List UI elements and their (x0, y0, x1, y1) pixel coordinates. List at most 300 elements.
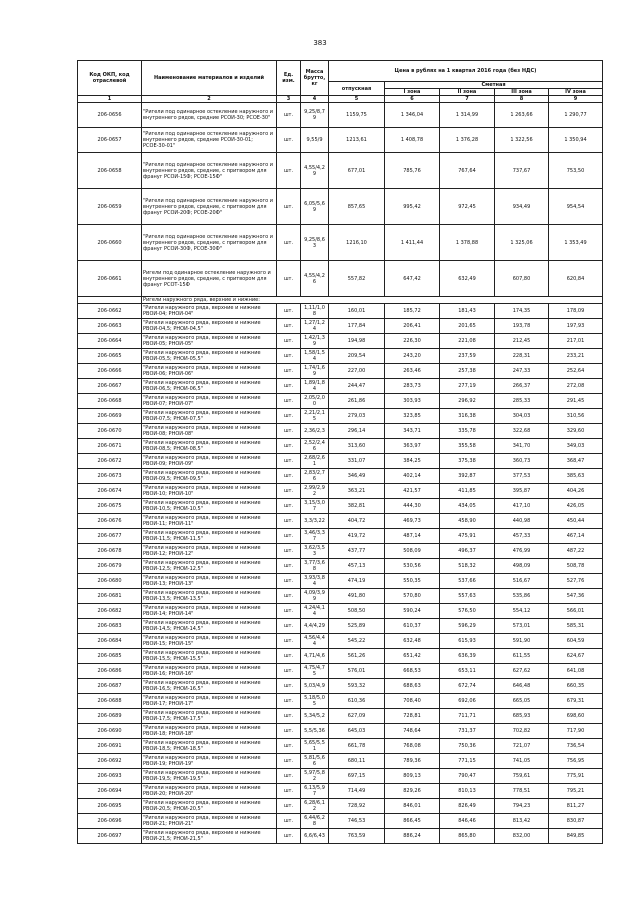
cell-price-zone-4: 1 353,49 (549, 225, 603, 261)
table-row (78, 514, 603, 529)
cell-name: "Ригели наружного ряда, верхние и нижние РВОИ-14; РНОИ-14" (142, 604, 277, 619)
cell-name: "Ригели наружного ряда, верхние и нижние РВОИ-12; РНОИ-12" (142, 544, 277, 559)
cell-price-zone-1: 1 411,44 (385, 225, 440, 261)
cell-mass: 5,81/5,6 6 (301, 754, 329, 769)
cell-price-zone-3: 934,49 (495, 189, 549, 225)
cell-name: "Ригели наружного ряда, верхние и нижние РВОИ-13,5; РНОИ-13,5" (142, 589, 277, 604)
cell-code: 206-0695 (78, 799, 142, 814)
cell-price-zone-3: 1 322,56 (495, 128, 549, 153)
cell-mass: 2,99/2,9 2 (301, 484, 329, 499)
cell-price-zone-4: 217,01 (549, 334, 603, 349)
column-index: 8 (495, 96, 549, 103)
cell-unit: шт. (277, 769, 301, 784)
cell-price-zone-2: 557,63 (440, 589, 495, 604)
cell-mass: 1,74/1,6 9 (301, 364, 329, 379)
cell-price-zone-1: 363,97 (385, 439, 440, 454)
cell-price-zone-3: 554,12 (495, 604, 549, 619)
cell-unit: шт. (277, 189, 301, 225)
cell-price-zone-4: 736,54 (549, 739, 603, 754)
table-row (78, 559, 603, 574)
cell-price-zone-3: 341,70 (495, 439, 549, 454)
cell-mass: 3,3/3,22 (301, 514, 329, 529)
cell-unit: шт. (277, 349, 301, 364)
cell-price-release: 677,01 (329, 153, 385, 189)
cell-price-zone-4: 849,85 (549, 829, 603, 844)
cell-price-zone-3: 193,78 (495, 319, 549, 334)
cell-mass: 1,42/1,3 9 (301, 334, 329, 349)
table-row (78, 499, 603, 514)
cell-price-zone-3: 174,35 (495, 304, 549, 319)
cell-unit: шт. (277, 128, 301, 153)
cell-price-zone-2: 181,43 (440, 304, 495, 319)
column-index: 9 (549, 96, 603, 103)
cell-price-zone-3: 591,90 (495, 634, 549, 649)
cell-name: "Ригели под одинарное остекление наружного и внутреннего рядов, средние РСОИ-30; РСОЕ-30" (142, 103, 277, 128)
cell-price-release: 627,09 (329, 709, 385, 724)
cell-price-zone-3: 665,05 (495, 694, 549, 709)
cell-name: "Ригели наружного ряда, верхние и нижние РВОИ-18,5; РНОИ-18,5" (142, 739, 277, 754)
cell-name: "Ригели под одинарное остекление наружного и внутреннего рядов, средние, с притвором для франуг РСОИ-20Ф; РСОЕ-20Ф" (142, 189, 277, 225)
cell-price-zone-1: 421,57 (385, 484, 440, 499)
cell-mass: 2,68/2,6 1 (301, 454, 329, 469)
cell-price-zone-1: 303,93 (385, 394, 440, 409)
table-row (78, 225, 603, 261)
table-row (78, 424, 603, 439)
cell-unit: шт. (277, 225, 301, 261)
cell-price-zone-3: 498,09 (495, 559, 549, 574)
cell-price-zone-1: 402,14 (385, 469, 440, 484)
cell-unit: шт. (277, 739, 301, 754)
table-row (78, 189, 603, 225)
cell-price-zone-1: 243,20 (385, 349, 440, 364)
cell-name: "Ригели наружного ряда, верхние и нижние РВОИ-18; РНОИ-18" (142, 724, 277, 739)
cell-price-zone-4: 954,54 (549, 189, 603, 225)
cell-mass: 2,36/2,3 (301, 424, 329, 439)
header-code: Код ОКП, код отраслевой (78, 61, 142, 96)
cell-price-zone-3: 1 325,06 (495, 225, 549, 261)
table-row (78, 128, 603, 153)
cell-code: 206-0678 (78, 544, 142, 559)
cell-price-zone-1: 226,30 (385, 334, 440, 349)
cell-price-zone-3: 573,01 (495, 619, 549, 634)
cell-price-release: 728,92 (329, 799, 385, 814)
header-zone-2: II зона (440, 89, 495, 96)
cell-code: 206-0668 (78, 394, 142, 409)
cell-code: 206-0659 (78, 189, 142, 225)
cell-name: "Ригели наружного ряда, верхние и нижние РВОИ-08,5; РНОИ-08,5" (142, 439, 277, 454)
cell-price-zone-1: 995,42 (385, 189, 440, 225)
cell-price-zone-4: 487,22 (549, 544, 603, 559)
header-zone-3: III зона (495, 89, 549, 96)
cell-name: "Ригели наружного ряда, верхние и нижние РВОИ-12,5; РНОИ-12,5" (142, 559, 277, 574)
cell-name: "Ригели наружного ряда, верхние и нижние РВОИ-09,5; РНОИ-09,5" (142, 469, 277, 484)
cell-price-zone-2: 615,93 (440, 634, 495, 649)
cell-price-zone-4: 329,60 (549, 424, 603, 439)
cell-name: "Ригели наружного ряда, верхние и нижние РВОИ-07,5; РНОИ-07,5" (142, 409, 277, 424)
cell-price-release: 557,82 (329, 261, 385, 297)
table-row (78, 153, 603, 189)
cell-price-release: 661,78 (329, 739, 385, 754)
cell-name: "Ригели под одинарное остекление наружного и внутреннего рядов, средние РСОИ-30-01; РСОЕ-30-01" (142, 128, 277, 153)
table-row (78, 103, 603, 128)
cell-price-zone-3: 741,05 (495, 754, 549, 769)
table-row (78, 261, 603, 297)
cell-price-zone-1: 530,56 (385, 559, 440, 574)
cell-name: "Ригели под одинарное остекление наружного и внутреннего рядов, средние, с притвором для франуг РСОИ-15Ф; РСОЕ-15Ф" (142, 153, 277, 189)
cell-mass: 5,5/5,36 (301, 724, 329, 739)
cell-price-zone-2: 1 314,99 (440, 103, 495, 128)
cell-name: "Ригели наружного ряда, верхние и нижние РВОИ-04; РНОИ-04" (142, 304, 277, 319)
cell-unit: шт. (277, 799, 301, 814)
column-index: 3 (277, 96, 301, 103)
cell-price-zone-2: 731,37 (440, 724, 495, 739)
cell-unit: шт. (277, 484, 301, 499)
cell-price-zone-3: 266,37 (495, 379, 549, 394)
cell-price-zone-3: 759,61 (495, 769, 549, 784)
cell-price-zone-2: 632,49 (440, 261, 495, 297)
cell-price-zone-2: 672,74 (440, 679, 495, 694)
cell-price-zone-1: 1 346,04 (385, 103, 440, 128)
cell-price-release: 576,01 (329, 664, 385, 679)
cell-unit: шт. (277, 103, 301, 128)
cell-name: "Ригели наружного ряда, верхние и нижние РВОИ-05; РНОИ-05" (142, 334, 277, 349)
cell-mass: 9,25/8,7 9 (301, 103, 329, 128)
cell-unit: шт. (277, 784, 301, 799)
cell-price-zone-1: 789,36 (385, 754, 440, 769)
table-row (78, 544, 603, 559)
cell-price-zone-3: 685,93 (495, 709, 549, 724)
cell-mass: 4,4/4,29 (301, 619, 329, 634)
cell-price-release: 279,03 (329, 409, 385, 424)
cell-code: 206-0680 (78, 574, 142, 589)
section-row (78, 297, 603, 304)
cell-code: 206-0667 (78, 379, 142, 394)
cell-price-release: 404,72 (329, 514, 385, 529)
cell-price-zone-2: 221,08 (440, 334, 495, 349)
column-index: 7 (440, 96, 495, 103)
cell-name: "Ригели наружного ряда, верхние и нижние РВОИ-14,5; РНОИ-14,5" (142, 619, 277, 634)
cell-price-release: 697,15 (329, 769, 385, 784)
cell-price-zone-4: 566,01 (549, 604, 603, 619)
cell-mass: 5,65/5,5 1 (301, 739, 329, 754)
cell-price-release: 209,54 (329, 349, 385, 364)
cell-price-release: 645,03 (329, 724, 385, 739)
header-zone-1: I зона (385, 89, 440, 96)
cell-unit: шт. (277, 304, 301, 319)
cell-code: 206-0662 (78, 304, 142, 319)
cell-price-zone-4: 624,67 (549, 649, 603, 664)
cell-unit: шт. (277, 529, 301, 544)
cell-price-zone-4: 1 350,94 (549, 128, 603, 153)
cell-price-zone-1: 829,26 (385, 784, 440, 799)
table-row (78, 769, 603, 784)
cell-code: 206-0692 (78, 754, 142, 769)
table-row (78, 364, 603, 379)
cell-price-zone-4: 291,45 (549, 394, 603, 409)
cell-price-zone-2: 411,85 (440, 484, 495, 499)
table-row (78, 439, 603, 454)
cell-code: 206-0681 (78, 589, 142, 604)
cell-code: 206-0675 (78, 499, 142, 514)
cell-price-zone-1: 550,35 (385, 574, 440, 589)
cell-mass: 3,77/3,6 8 (301, 559, 329, 574)
cell-code: 206-0677 (78, 529, 142, 544)
cell-unit: шт. (277, 724, 301, 739)
cell-unit: шт. (277, 153, 301, 189)
cell-price-release: 419,72 (329, 529, 385, 544)
cell-price-release: 561,26 (329, 649, 385, 664)
cell-code: 206-0664 (78, 334, 142, 349)
cell-code: 206-0693 (78, 769, 142, 784)
cell-price-zone-1: 668,53 (385, 664, 440, 679)
cell-price-zone-3: 627,62 (495, 664, 549, 679)
cell-name: "Ригели наружного ряда, верхние и нижние РВОИ-10,5; РНОИ-10,5" (142, 499, 277, 514)
cell-price-zone-4: 795,21 (549, 784, 603, 799)
cell-price-zone-2: 750,36 (440, 739, 495, 754)
cell-price-zone-4: 508,78 (549, 559, 603, 574)
cell-price-zone-2: 972,45 (440, 189, 495, 225)
cell-name: "Ригели наружного ряда, верхние и нижние РВОИ-04,5; РНОИ-04,5" (142, 319, 277, 334)
cell-mass: 4,71/4,6 (301, 649, 329, 664)
cell-name: "Ригели наружного ряда, верхние и нижние РВОИ-07; РНОИ-07" (142, 394, 277, 409)
cell-price-zone-2: 771,15 (440, 754, 495, 769)
cell-code: 206-0683 (78, 619, 142, 634)
cell-mass: 4,75/4,7 5 (301, 664, 329, 679)
cell-price-release: 508,50 (329, 604, 385, 619)
cell-price-zone-3: 535,86 (495, 589, 549, 604)
cell-price-release: 610,36 (329, 694, 385, 709)
cell-price-zone-1: 469,73 (385, 514, 440, 529)
cell-price-zone-4: 604,59 (549, 634, 603, 649)
cell-price-zone-4: 830,87 (549, 814, 603, 829)
cell-name: "Ригели наружного ряда, верхние и нижние РВОИ-15,5; РНОИ-15,5" (142, 649, 277, 664)
table-row (78, 619, 603, 634)
cell-price-release: 261,86 (329, 394, 385, 409)
cell-price-zone-2: 316,38 (440, 409, 495, 424)
cell-price-zone-1: 728,81 (385, 709, 440, 724)
cell-name: "Ригели наружного ряда, верхние и нижние РВОИ-19,5; РНОИ-19,5" (142, 769, 277, 784)
cell-code: 206-0665 (78, 349, 142, 364)
cell-price-zone-4: 811,27 (549, 799, 603, 814)
cell-unit: шт. (277, 454, 301, 469)
cell-price-zone-4: 756,95 (549, 754, 603, 769)
table-row (78, 649, 603, 664)
cell-unit: шт. (277, 334, 301, 349)
cell-code: 206-0690 (78, 724, 142, 739)
cell-mass: 6,28/6,1 2 (301, 799, 329, 814)
cell-price-release: 346,49 (329, 469, 385, 484)
cell-price-zone-3: 721,07 (495, 739, 549, 754)
cell-price-release: 763,59 (329, 829, 385, 844)
cell-mass: 4,55/4,2 9 (301, 153, 329, 189)
cell-unit: шт. (277, 634, 301, 649)
cell-price-zone-3: 611,55 (495, 649, 549, 664)
cell-unit: шт. (277, 814, 301, 829)
cell-code: 206-0673 (78, 469, 142, 484)
cell-price-zone-4: 660,35 (549, 679, 603, 694)
cell-unit: шт. (277, 409, 301, 424)
cell-price-zone-3: 212,45 (495, 334, 549, 349)
cell-mass: 2,52/2,4 6 (301, 439, 329, 454)
cell-price-zone-4: 310,56 (549, 409, 603, 424)
cell-price-zone-2: 537,66 (440, 574, 495, 589)
cell-price-zone-4: 233,21 (549, 349, 603, 364)
cell-price-zone-2: 296,92 (440, 394, 495, 409)
cell-unit: шт. (277, 589, 301, 604)
cell-price-zone-3: 440,98 (495, 514, 549, 529)
cell-unit: шт. (277, 829, 301, 844)
cell-code: 206-0688 (78, 694, 142, 709)
cell-price-zone-4: 368,47 (549, 454, 603, 469)
cell-price-zone-3: 1 263,66 (495, 103, 549, 128)
cell-price-zone-3: 516,67 (495, 574, 549, 589)
cell-code: 206-0669 (78, 409, 142, 424)
cell-price-zone-4: 698,60 (549, 709, 603, 724)
cell-price-release: 296,14 (329, 424, 385, 439)
cell-price-zone-3: 322,68 (495, 424, 549, 439)
column-index: 1 (78, 96, 142, 103)
cell-code: 206-0686 (78, 664, 142, 679)
cell-price-release: 1213,61 (329, 128, 385, 153)
cell-name: Ригели под одинарное остекление наружного и внутреннего рядов, средние, с притвором для франуг РСОТ-15Ф (142, 261, 277, 297)
cell-price-zone-3: 360,73 (495, 454, 549, 469)
cell-mass: 5,18/5,0 5 (301, 694, 329, 709)
table-row (78, 304, 603, 319)
cell-name: "Ригели под одинарное остекление наружного и внутреннего рядов, средние, с притвором для франуг РСОИ-30Ф, РСОЕ-30Ф" (142, 225, 277, 261)
cell-name: "Ригели наружного ряда, верхние и нижние РВОИ-16; РНОИ-16" (142, 664, 277, 679)
cell-mass: 6,05/5,6 9 (301, 189, 329, 225)
cell-price-zone-4: 753,50 (549, 153, 603, 189)
cell-price-zone-4: 679,31 (549, 694, 603, 709)
cell-price-zone-4: 385,63 (549, 469, 603, 484)
cell-name: "Ригели наружного ряда, верхние и нижние РВОИ-15; РНОИ-15" (142, 634, 277, 649)
cell-unit: шт. (277, 319, 301, 334)
cell-unit: шт. (277, 499, 301, 514)
cell-code: 206-0670 (78, 424, 142, 439)
table-row (78, 574, 603, 589)
header-price-group: Цена в рублях на 1 квартал 2016 года (без НДС) (329, 61, 603, 82)
cell-price-zone-2: 257,38 (440, 364, 495, 379)
cell-unit: шт. (277, 694, 301, 709)
cell-name: "Ригели наружного ряда, верхние и нижние РВОИ-20; РНОИ-20" (142, 784, 277, 799)
cell-unit: шт. (277, 754, 301, 769)
cell-code: 206-0658 (78, 153, 142, 189)
cell-unit: шт. (277, 379, 301, 394)
table-row (78, 484, 603, 499)
cell-price-zone-4: 178,09 (549, 304, 603, 319)
cell-price-zone-2: 576,50 (440, 604, 495, 619)
cell-mass: 4,09/3,9 9 (301, 589, 329, 604)
cell-mass: 3,15/3,0 7 (301, 499, 329, 514)
table-row (78, 394, 603, 409)
cell-price-release: 244,47 (329, 379, 385, 394)
cell-price-zone-3: 476,99 (495, 544, 549, 559)
cell-code: 206-0657 (78, 128, 142, 153)
table-row (78, 694, 603, 709)
cell-price-release: 1159,75 (329, 103, 385, 128)
cell-mass: 4,24/4,1 4 (301, 604, 329, 619)
cell-price-zone-4: 404,26 (549, 484, 603, 499)
column-index: 6 (385, 96, 440, 103)
cell-price-release: 857,65 (329, 189, 385, 225)
table-row (78, 739, 603, 754)
cell-price-zone-1: 768,08 (385, 739, 440, 754)
page-number: 383 (313, 39, 327, 47)
cell-price-zone-2: 810,13 (440, 784, 495, 799)
cell-price-zone-2: 653,11 (440, 664, 495, 679)
cell-name: "Ригели наружного ряда, верхние и нижние РВОИ-19; РНОИ-19" (142, 754, 277, 769)
cell-price-zone-1: 651,42 (385, 649, 440, 664)
cell-price-zone-2: 790,47 (440, 769, 495, 784)
price-table (77, 60, 603, 844)
table-row (78, 784, 603, 799)
table-row (78, 799, 603, 814)
cell-name: "Ригели наружного ряда, верхние и нижние РВОИ-21; РНОИ-21" (142, 814, 277, 829)
cell-unit: шт. (277, 649, 301, 664)
cell-price-zone-2: 392,87 (440, 469, 495, 484)
cell-name: "Ригели наружного ряда, верхние и нижние РВОИ-13; РНОИ-13" (142, 574, 277, 589)
cell-mass: 6,6/6,43 (301, 829, 329, 844)
cell-price-zone-1: 866,45 (385, 814, 440, 829)
cell-price-zone-4: 197,93 (549, 319, 603, 334)
column-index-row (78, 96, 603, 103)
cell-unit: шт. (277, 424, 301, 439)
cell-price-zone-2: 826,49 (440, 799, 495, 814)
cell-name: "Ригели наружного ряда, верхние и нижние РВОИ-05,5; РНОИ-05,5" (142, 349, 277, 364)
cell-name: "Ригели наружного ряда, верхние и нижние РВОИ-21,5; РНОИ-21,5" (142, 829, 277, 844)
cell-unit: шт. (277, 514, 301, 529)
cell-price-zone-4: 620,84 (549, 261, 603, 297)
cell-price-release: 194,98 (329, 334, 385, 349)
cell-unit: шт. (277, 439, 301, 454)
table-row (78, 379, 603, 394)
table-row (78, 529, 603, 544)
cell-price-zone-2: 277,19 (440, 379, 495, 394)
cell-price-release: 227,00 (329, 364, 385, 379)
cell-price-zone-3: 285,33 (495, 394, 549, 409)
cell-code: 206-0679 (78, 559, 142, 574)
cell-price-zone-2: 518,32 (440, 559, 495, 574)
cell-price-zone-1: 886,24 (385, 829, 440, 844)
cell-code: 206-0684 (78, 634, 142, 649)
table-row (78, 664, 603, 679)
cell-mass: 3,62/3,5 3 (301, 544, 329, 559)
cell-price-zone-4: 426,05 (549, 499, 603, 514)
cell-price-zone-3: 832,00 (495, 829, 549, 844)
cell-price-zone-1: 590,24 (385, 604, 440, 619)
column-index: 5 (329, 96, 385, 103)
column-index: 2 (142, 96, 277, 103)
table-row (78, 589, 603, 604)
cell-mass: 5,03/4,9 (301, 679, 329, 694)
cell-price-zone-4: 467,14 (549, 529, 603, 544)
cell-price-zone-3: 417,10 (495, 499, 549, 514)
cell-price-zone-1: 263,46 (385, 364, 440, 379)
cell-mass: 2,21/2,1 5 (301, 409, 329, 424)
cell-mass: 1,58/1,5 4 (301, 349, 329, 364)
cell-price-zone-2: 335,78 (440, 424, 495, 439)
cell-unit: шт. (277, 619, 301, 634)
table-row (78, 679, 603, 694)
cell-price-zone-2: 865,80 (440, 829, 495, 844)
cell-price-zone-3: 377,53 (495, 469, 549, 484)
cell-mass: 2,05/2,0 0 (301, 394, 329, 409)
cell-price-zone-2: 767,64 (440, 153, 495, 189)
cell-price-zone-2: 846,46 (440, 814, 495, 829)
cell-code: 206-0685 (78, 649, 142, 664)
cell-price-zone-1: 487,14 (385, 529, 440, 544)
cell-price-zone-3: 813,42 (495, 814, 549, 829)
